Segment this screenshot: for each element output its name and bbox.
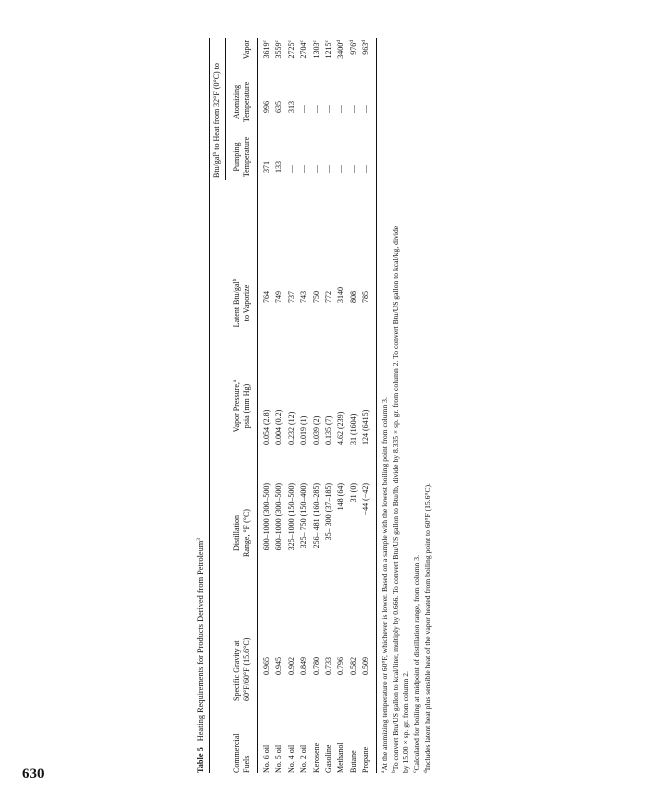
table-cell-latent <box>288 271 296 303</box>
footnote-c-text: Calculated for boiling at midpoint of distillation range, from column 3. <box>412 555 421 771</box>
table-cell-gravity <box>275 635 283 675</box>
cell-value: 600–1000 (300–500) <box>262 483 271 551</box>
table-cell-gravity <box>263 635 271 675</box>
footnote-a-mark: a <box>380 770 386 773</box>
cell-value: — <box>361 105 371 113</box>
table-cell-vp <box>337 375 345 445</box>
cell-value: Butane <box>348 750 358 773</box>
table-cell-fuel <box>263 703 271 773</box>
table-cell-vp <box>288 375 296 445</box>
footnote-c <box>413 555 421 773</box>
header-atomizing <box>233 73 251 131</box>
cell-value: 325–1000 (150–500) <box>286 483 296 551</box>
header-fuels <box>233 733 251 773</box>
cell-value: 1303 <box>311 42 321 59</box>
table-cell-fuel <box>362 703 370 773</box>
cell-value: 313 <box>286 101 296 113</box>
table-cell-atom <box>350 83 358 113</box>
cell-value: 35– 300 (37–185) <box>324 483 333 541</box>
footnote-b-text: To convert Btu/US gallon to kcal/liter, multiply by 0.666. To convert Btu/US gallon to Btu/lb, divide by 8.335 × sp. gr. from column 2. To convert Btu/US gallon to kcal/kg, divide <box>391 225 400 771</box>
table-cell-dist <box>337 483 345 595</box>
table-cell-pump <box>337 143 345 173</box>
cell-footnote-mark: c <box>262 40 268 43</box>
group-header <box>213 38 221 178</box>
header-vp-sup: a <box>232 379 238 383</box>
table-cell-atom <box>337 83 345 113</box>
footnote-c-mark: c <box>412 770 418 773</box>
cell-value: 750 <box>311 291 321 303</box>
cell-value: 133 <box>274 161 284 173</box>
table-cell-fuel <box>275 703 283 773</box>
header-gravity <box>233 638 251 701</box>
header-vp-l2: psia (mm Hg) <box>242 383 251 429</box>
cell-value: 0.796 <box>336 657 346 675</box>
table-cell-vp <box>263 375 271 445</box>
table-cell-fuel <box>288 703 296 773</box>
table-cell-latent <box>300 271 308 303</box>
table-cell-dist <box>350 483 358 595</box>
footnote-d-mark: d <box>423 770 429 773</box>
cell-value: 0.232 (12) <box>286 411 296 445</box>
table-cell-pump <box>325 143 333 173</box>
cell-value: 0.004 (0.2) <box>274 409 284 445</box>
table-caption <box>197 538 205 773</box>
table-cell-gravity <box>362 635 370 675</box>
cell-value: — <box>336 105 346 113</box>
cell-value: 0.582 <box>348 657 358 675</box>
cell-value: 148 (64) <box>336 483 346 511</box>
group-header-sup: b <box>212 151 218 155</box>
cell-value: — <box>311 165 321 173</box>
table-cell-vp <box>325 375 333 445</box>
table-cell-latent <box>362 271 370 303</box>
table-cell-vp <box>275 375 283 445</box>
cell-value: 0.054 (2.8) <box>262 409 271 445</box>
cell-value: 764 <box>262 291 271 303</box>
table-cell-vapor <box>337 40 345 75</box>
cell-value: 0.945 <box>274 657 284 675</box>
table-cell-gravity <box>337 635 345 675</box>
cell-value: 0.902 <box>286 657 296 675</box>
cell-value: — <box>324 165 333 173</box>
table-cell-vapor <box>313 40 321 75</box>
table-cell-vapor <box>288 40 296 75</box>
cell-value: 371 <box>262 161 271 173</box>
cell-footnote-mark: c <box>324 40 330 43</box>
header-latent-l1: Latent Btu/gal <box>232 281 241 328</box>
header-pumping <box>233 127 251 187</box>
footnote-a <box>381 397 389 773</box>
table-cell-gravity <box>300 635 308 675</box>
table-cell-pump <box>263 143 271 173</box>
footnote-d-text: Includes latent heat plus sensible heat of the vapor heated from boiling point to 60°F (15.6°C). <box>423 483 432 771</box>
table-cell-atom <box>300 83 308 113</box>
table-cell-gravity <box>288 635 296 675</box>
cell-value: 749 <box>274 291 284 303</box>
table-cell-vapor <box>362 40 370 75</box>
cell-value: 4.62 (239) <box>336 411 346 445</box>
table-cell-vp <box>350 375 358 445</box>
header-latent-sup: b <box>232 278 238 282</box>
header-distillation-l2: Range, °F (°C) <box>242 509 251 557</box>
table-cell-dist <box>325 483 333 595</box>
cell-value: 2704 <box>299 42 309 59</box>
table-cell-vapor <box>325 40 333 75</box>
header-fuels-l2: Fuels <box>242 755 251 773</box>
table-cell-vp <box>313 375 321 445</box>
table-cell-vapor <box>350 40 358 75</box>
group-header-tail: to Heat from 32°F (0°C) to <box>212 63 221 152</box>
table-cell-atom <box>325 83 333 113</box>
cell-value: 0.019 (1) <box>299 415 309 445</box>
cell-value: 3400 <box>336 42 346 59</box>
top-rule <box>209 38 210 773</box>
table-cell-dist <box>313 483 321 595</box>
cell-value: 3559 <box>274 42 284 59</box>
table-cell-atom <box>275 83 283 113</box>
table-cell-dist <box>300 483 308 595</box>
header-atomizing-l1: Atomizing <box>232 84 241 120</box>
cell-value: — <box>286 165 296 173</box>
header-fuels-l1: Commercial <box>232 733 241 773</box>
header-latent-l2: to Vaporize <box>242 284 251 322</box>
cell-value: 1215 <box>324 42 333 59</box>
cell-footnote-mark: c <box>286 40 293 43</box>
cell-value: Gasoline <box>324 744 333 773</box>
cell-value: — <box>299 105 309 113</box>
header-gravity-l2: 60°F/60°F (15.6°C) <box>242 637 251 701</box>
cell-footnote-mark: c <box>274 40 281 43</box>
header-distillation-l1: Distillation <box>232 515 241 551</box>
cell-value: 976 <box>348 42 358 55</box>
cell-value: — <box>348 165 358 173</box>
table-cell-vapor <box>275 40 283 75</box>
cell-value: 0.733 <box>324 657 333 675</box>
header-gravity-l1: Specific Gravity at <box>232 640 241 701</box>
cell-value: 635 <box>274 101 284 113</box>
header-atomizing-l2: Temperature <box>242 81 251 123</box>
table-cell-pump <box>313 143 321 173</box>
cell-value: 31 (0) <box>348 483 358 503</box>
header-rule <box>257 38 258 773</box>
cell-value: — <box>336 165 346 173</box>
table-cell-fuel <box>300 703 308 773</box>
cell-value: 0.135 (7) <box>324 415 333 445</box>
cell-value: 0.039 (2) <box>311 415 321 445</box>
rotated-table-region <box>195 38 561 773</box>
cell-value: 0.509 <box>361 657 371 675</box>
footnote-a-text: At the atomizing temperature or 60°F, whichever is lower. Based on a sample with the lowest boiling point from column 3. <box>380 397 389 771</box>
table-label: Table 5 <box>196 747 205 773</box>
cell-value: — <box>324 105 333 113</box>
table-cell-dist <box>275 483 283 595</box>
bottom-rule <box>376 38 377 773</box>
cell-value: Propane <box>361 746 371 773</box>
table-cell-gravity <box>350 635 358 675</box>
cell-value: No. 5 oil <box>274 744 284 773</box>
table-cell-fuel <box>325 703 333 773</box>
cell-footnote-mark: c <box>299 40 306 43</box>
table-cell-atom <box>313 83 321 113</box>
cell-value: 31 (1604) <box>348 413 358 445</box>
table-cell-fuel <box>313 703 321 773</box>
cell-footnote-mark: c <box>311 40 318 43</box>
cell-value: 963 <box>361 42 371 55</box>
header-pumping-l1: Pumping <box>232 142 241 172</box>
footnote-b-mark: b <box>391 770 397 773</box>
cell-footnote-mark: d <box>348 40 355 43</box>
table-title: Heating Requirements for Products Derived from Petroleum <box>196 540 205 742</box>
table-cell-dist <box>362 483 370 595</box>
cell-value: No. 2 oil <box>299 744 309 773</box>
header-pumping-l2: Temperature <box>242 136 251 178</box>
cell-value: 0.780 <box>311 657 321 675</box>
cell-value: — <box>311 105 321 113</box>
cell-value: — <box>299 165 309 173</box>
cell-value: No. 6 oil <box>262 744 271 773</box>
page-number: 630 <box>22 766 45 782</box>
table-cell-latent <box>325 271 333 303</box>
cell-value: No. 4 oil <box>286 744 296 773</box>
footnote-b-continued: by 15.00 × sp. gr. from column 2. <box>401 671 410 773</box>
table-cell-pump <box>275 143 283 173</box>
table-cell-atom <box>288 83 296 113</box>
table-cell-latent <box>263 271 271 303</box>
table-cell-gravity <box>313 635 321 675</box>
cell-value: 737 <box>286 291 296 303</box>
cell-value: −44 (−42) <box>361 483 371 516</box>
table-cell-fuel <box>337 703 345 773</box>
table-cell-pump <box>350 143 358 173</box>
header-vapor-pressure <box>233 363 251 449</box>
header-vp-l1: Vapor Pressure, <box>232 382 241 433</box>
table-cell-pump <box>300 143 308 173</box>
group-header-text: Btu/gal <box>212 154 221 178</box>
cell-value: 996 <box>262 101 271 113</box>
table-cell-dist <box>263 483 271 595</box>
table-cell-fuel <box>350 703 358 773</box>
table-cell-pump <box>288 143 296 173</box>
cell-value: 325– 750 (150–400) <box>299 483 309 549</box>
cell-footnote-mark: d <box>361 40 368 43</box>
footnote-b <box>392 226 400 773</box>
table-cell-latent <box>313 271 321 303</box>
cell-value: 0.849 <box>299 657 309 675</box>
header-distillation <box>233 478 251 588</box>
cell-value: 2725 <box>286 42 296 59</box>
table-cell-vp <box>300 375 308 445</box>
table-cell-latent <box>350 271 358 303</box>
header-latent <box>233 263 251 343</box>
table-cell-latent <box>337 271 345 303</box>
table-cell-atom <box>362 83 370 113</box>
table-cell-vp <box>362 375 370 445</box>
table-cell-gravity <box>325 635 333 675</box>
cell-value: 772 <box>324 291 333 303</box>
footnote-d <box>424 483 432 773</box>
cell-value: 0.965 <box>262 657 271 675</box>
cell-value: — <box>361 165 371 173</box>
cell-value: 743 <box>299 291 309 303</box>
table-cell-pump <box>362 143 370 173</box>
cell-value: 3619 <box>262 42 271 59</box>
cell-value: 785 <box>361 291 371 303</box>
cell-value: — <box>348 105 358 113</box>
group-rule <box>225 38 226 180</box>
cell-value: 256– 481 (160–285) <box>311 483 321 549</box>
cell-value: Methanol <box>336 742 346 773</box>
table-title-sup: 3 <box>196 538 202 541</box>
table-cell-atom <box>263 83 271 113</box>
cell-value: 124 (6415) <box>361 409 371 445</box>
cell-value: Kerosene <box>311 742 321 773</box>
table-frame <box>195 38 561 773</box>
table-cell-vapor <box>300 40 308 75</box>
cell-value: 808 <box>348 291 358 303</box>
header-vapor: Vapor <box>242 40 251 60</box>
table-cell-dist <box>288 483 296 595</box>
cell-value: 3140 <box>336 287 346 303</box>
cell-value: 600–1000 (300–500) <box>274 483 284 551</box>
table-cell-latent <box>275 271 283 303</box>
cell-footnote-mark: d <box>336 40 343 43</box>
table-cell-vapor <box>263 40 271 75</box>
